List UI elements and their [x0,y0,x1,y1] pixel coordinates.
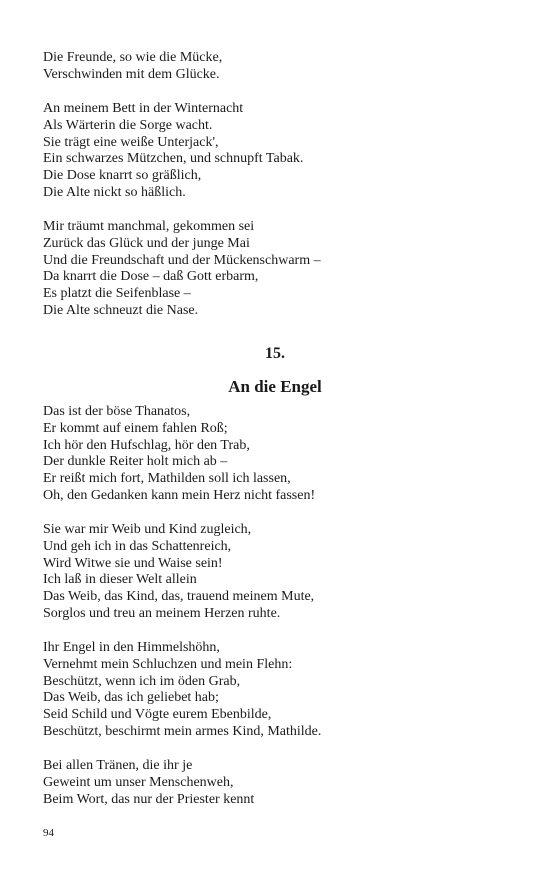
verse-line: Da knarrt die Dose – daß Gott erbarm, [43,269,259,285]
verse-line: Zurück das Glück und der junge Mai [43,235,250,251]
verse-line: Der dunkle Reiter holt mich ab – [43,454,228,470]
verse-line: Als Wärterin die Sorge wacht. [43,117,213,133]
poem-stanza-2 [43,522,314,623]
verse-line: Wird Witwe sie und Waise sein! [43,555,223,571]
verse-line: Ihr Engel in den Himmelshöhn, [43,640,220,655]
verse-line: Die Alte schneuzt die Nase. [43,302,199,318]
verse-line: Das Weib, das Kind, das, trauend meinem Mute, [43,589,315,605]
stanza-top-2 [43,101,303,202]
verse-line: Er kommt auf einem fahlen Roß; [43,420,228,436]
verse-line: Sie trägt eine weiße Unterjack', [43,134,219,150]
verse-line: Beschützt, wenn ich im öden Grab, [43,673,241,689]
verse-line: Die Alte nickt so häßlich. [43,184,186,200]
verse-line: Die Freunde, so wie die Mücke, [43,50,223,65]
verse-line: Die Dose knarrt so gräßlich, [43,168,202,184]
poem-stanza-1 [43,404,315,505]
verse-line: Beim Wort, das nur der Priester kennt [43,791,255,807]
verse-line: An meinem Bett in der Winternacht [43,101,244,116]
poem-stanza-3 [43,640,321,741]
verse-line: Seid Schild und Vögte eurem Ebenbilde, [43,707,272,723]
verse-line: Ein schwarzes Mützchen, und schnupft Tabak. [43,151,304,167]
verse-line: Ich hör den Hufschlag, hör den Trab, [43,437,250,453]
verse-line: Und geh ich in das Schattenreich, [43,538,232,554]
verse-line: Vernehmt mein Schluchzen und mein Flehn: [43,656,293,672]
poem-title: An die Engel [228,377,322,396]
verse-line: Das Weib, das ich geliebet hab; [43,690,219,706]
verse-line: Es platzt die Seifenblase – [43,286,191,302]
page-number: 94 [43,827,54,839]
verse-line: Sorglos und treu an meinem Herzen ruhte. [43,605,281,621]
verse-line: Das ist der böse Thanatos, [43,404,191,419]
verse-line: Ich laß in dieser Welt allein [43,572,197,588]
verse-line: Oh, den Gedanken kann mein Herz nicht fassen! [43,487,316,503]
verse-line: Und die Freundschaft und der Mückenschwarm – [43,252,321,268]
poem-stanza-4 [43,758,254,808]
stanza-top-1 [43,50,222,84]
stanza-top-3 [43,219,321,320]
verse-line: Er reißt mich fort, Mathilden soll ich lassen, [43,471,291,487]
verse-line: Sie war mir Weib und Kind zugleich, [43,522,252,537]
verse-line: Beschützt, beschirmt mein armes Kind, Mathilde. [43,723,322,739]
verse-line: Mir träumt manchmal, gekommen sei [43,219,255,234]
verse-line: Geweint um unser Menschenweh, [43,774,234,790]
verse-line: Verschwinden mit dem Glücke. [43,66,220,82]
poem-number: 15. [265,345,285,362]
verse-line: Bei allen Tränen, die ihr je [43,758,193,773]
